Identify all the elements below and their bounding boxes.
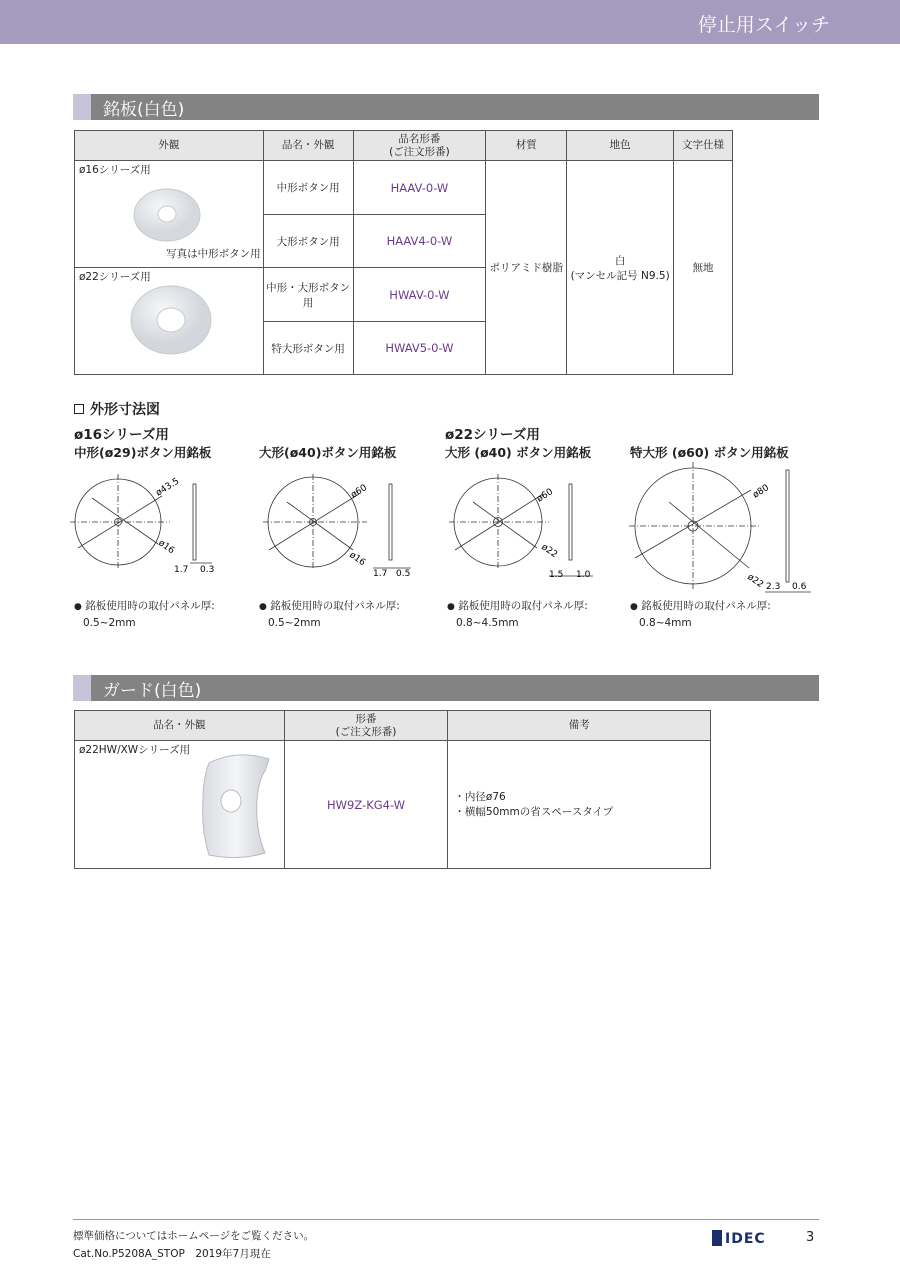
thickness-label: 0.3 [200, 565, 215, 575]
col-header: 文字仕様 [674, 131, 733, 161]
note-value: 0.8~4mm [639, 616, 692, 629]
logo-mark-icon [712, 1230, 722, 1246]
series-label: ø22HW/XWシリーズ用 [79, 744, 191, 756]
diagram-title: 大形 (ø40) ボタン用銘板 [445, 445, 592, 460]
part-number[interactable]: HW9Z-KG4-W [284, 741, 448, 869]
dimension-drawing-1 [70, 470, 230, 580]
panel-thickness-note: ● 銘板使用時の取付パネル厚: 0.8~4.5mm [447, 600, 588, 629]
note-text: 銘板使用時の取付パネル厚: [641, 600, 771, 612]
thickness-label: 1.7 [373, 569, 388, 579]
outer-diameter-label: ø43.5 [154, 476, 182, 499]
note-value: 0.5~2mm [83, 616, 136, 629]
product-name: 大形ボタン用 [263, 215, 353, 268]
col-header: 材質 [486, 131, 567, 161]
nameplate-table [74, 130, 733, 375]
catalog-number: Cat.No.P5208A_STOP 2019年7月現在 [73, 1248, 271, 1260]
footer-divider [73, 1219, 819, 1220]
col-header: 形番 (ご注文形番) [284, 711, 448, 741]
section-heading-text: ガード(白色) [103, 681, 202, 701]
dimension-drawing-4 [625, 458, 815, 596]
series-heading-16: ø16シリーズ用 [74, 427, 169, 443]
remark: ・横幅50mmの省スペースタイプ [454, 805, 614, 818]
thickness-label: 2.3 [766, 582, 781, 592]
dimension-drawing-3 [445, 470, 605, 585]
guard-appearance-cell [75, 741, 285, 869]
dimensions-heading [74, 399, 160, 419]
page-number: 3 [806, 1230, 815, 1245]
color-cell: 白 (マンセル記号 N9.5) [567, 161, 674, 375]
section-heading-guard [73, 675, 819, 701]
col-header: 品名形番 (ご注文形番) [353, 131, 486, 161]
part-number[interactable]: HWAV-0-W [353, 268, 486, 322]
material-cell: ポリアミド樹脂 [486, 161, 567, 375]
dimension-drawing-2 [255, 470, 425, 580]
panel-thickness-note: ● 銘板使用時の取付パネル厚: 0.8~4mm [630, 600, 771, 629]
inner-diameter-label: ø22 [539, 542, 559, 561]
thickness-label: 1.7 [174, 565, 189, 575]
col-header: 品名・外観 [75, 711, 285, 741]
series-heading-22: ø22シリーズ用 [445, 427, 540, 443]
thickness-label: 0.6 [792, 582, 807, 592]
col-header: 品名・外観 [263, 131, 353, 161]
note-value: 0.5~2mm [268, 616, 321, 629]
col-header: 地色 [567, 131, 674, 161]
thickness-label: 1.5 [549, 570, 564, 580]
part-number[interactable]: HAAV-0-W [353, 161, 486, 215]
part-number[interactable]: HWAV5-0-W [353, 322, 486, 375]
product-name: 中形・大形ボタン用 [263, 268, 353, 322]
col-header: 備考 [448, 711, 711, 741]
diagram-title: 特大形 (ø60) ボタン用銘板 [630, 445, 789, 460]
outer-diameter-label: ø60 [349, 483, 369, 501]
remark: ・内径ø76 [454, 791, 506, 804]
thickness-label: 0.5 [396, 569, 411, 579]
inner-diameter-label: ø16 [156, 538, 176, 557]
panel-thickness-note: ● 銘板使用時の取付パネル厚: 0.5~2mm [74, 600, 215, 629]
footer-note: 標準価格についてはホームページをご覧ください。 [73, 1230, 315, 1242]
header-bar [0, 0, 900, 44]
section-heading-nameplate [73, 94, 819, 120]
appearance-cell-16 [75, 161, 264, 268]
dimensions-heading-text: 外形寸法図 [90, 402, 160, 418]
product-name: 中形ボタン用 [263, 161, 353, 215]
diagram-title: 中形(ø29)ボタン用銘板 [74, 445, 212, 460]
remarks-cell [448, 741, 711, 869]
page-title: 停止用スイッチ [697, 14, 830, 36]
inner-diameter-label: ø16 [347, 550, 367, 569]
thickness-label: 1.0 [576, 570, 591, 580]
checkbox-icon [74, 404, 84, 414]
col-header: 外観 [75, 131, 264, 161]
photo-note: 写真は中形ボタン用 [166, 248, 261, 260]
outer-diameter-label: ø80 [751, 483, 771, 501]
section-heading-text: 銘板(白色) [103, 100, 185, 120]
guard-photo [199, 749, 275, 863]
inner-diameter-label: ø22 [745, 572, 765, 591]
part-number[interactable]: HAAV4-0-W [353, 215, 486, 268]
note-text: 銘板使用時の取付パネル厚: [270, 600, 400, 612]
brand-logo [712, 1230, 766, 1247]
appearance-cell-22 [75, 268, 264, 375]
series-label: ø16シリーズ用 [79, 164, 151, 176]
logo-text: IDEC [725, 1231, 766, 1247]
panel-thickness-note: ● 銘板使用時の取付パネル厚: 0.5~2mm [259, 600, 400, 629]
note-value: 0.8~4.5mm [456, 616, 519, 629]
series-label: ø22シリーズ用 [79, 271, 151, 283]
section-tab [73, 94, 91, 120]
guard-table [74, 710, 711, 869]
diagram-title: 大形(ø40)ボタン用銘板 [259, 445, 397, 460]
section-tab [73, 675, 91, 701]
outer-diameter-label: ø60 [535, 487, 555, 505]
nameplate-photo-22 [129, 284, 213, 356]
note-text: 銘板使用時の取付パネル厚: [85, 600, 215, 612]
text-spec-cell: 無地 [674, 161, 733, 375]
note-text: 銘板使用時の取付パネル厚: [458, 600, 588, 612]
product-name: 特大形ボタン用 [263, 322, 353, 375]
nameplate-photo-16 [133, 187, 201, 243]
